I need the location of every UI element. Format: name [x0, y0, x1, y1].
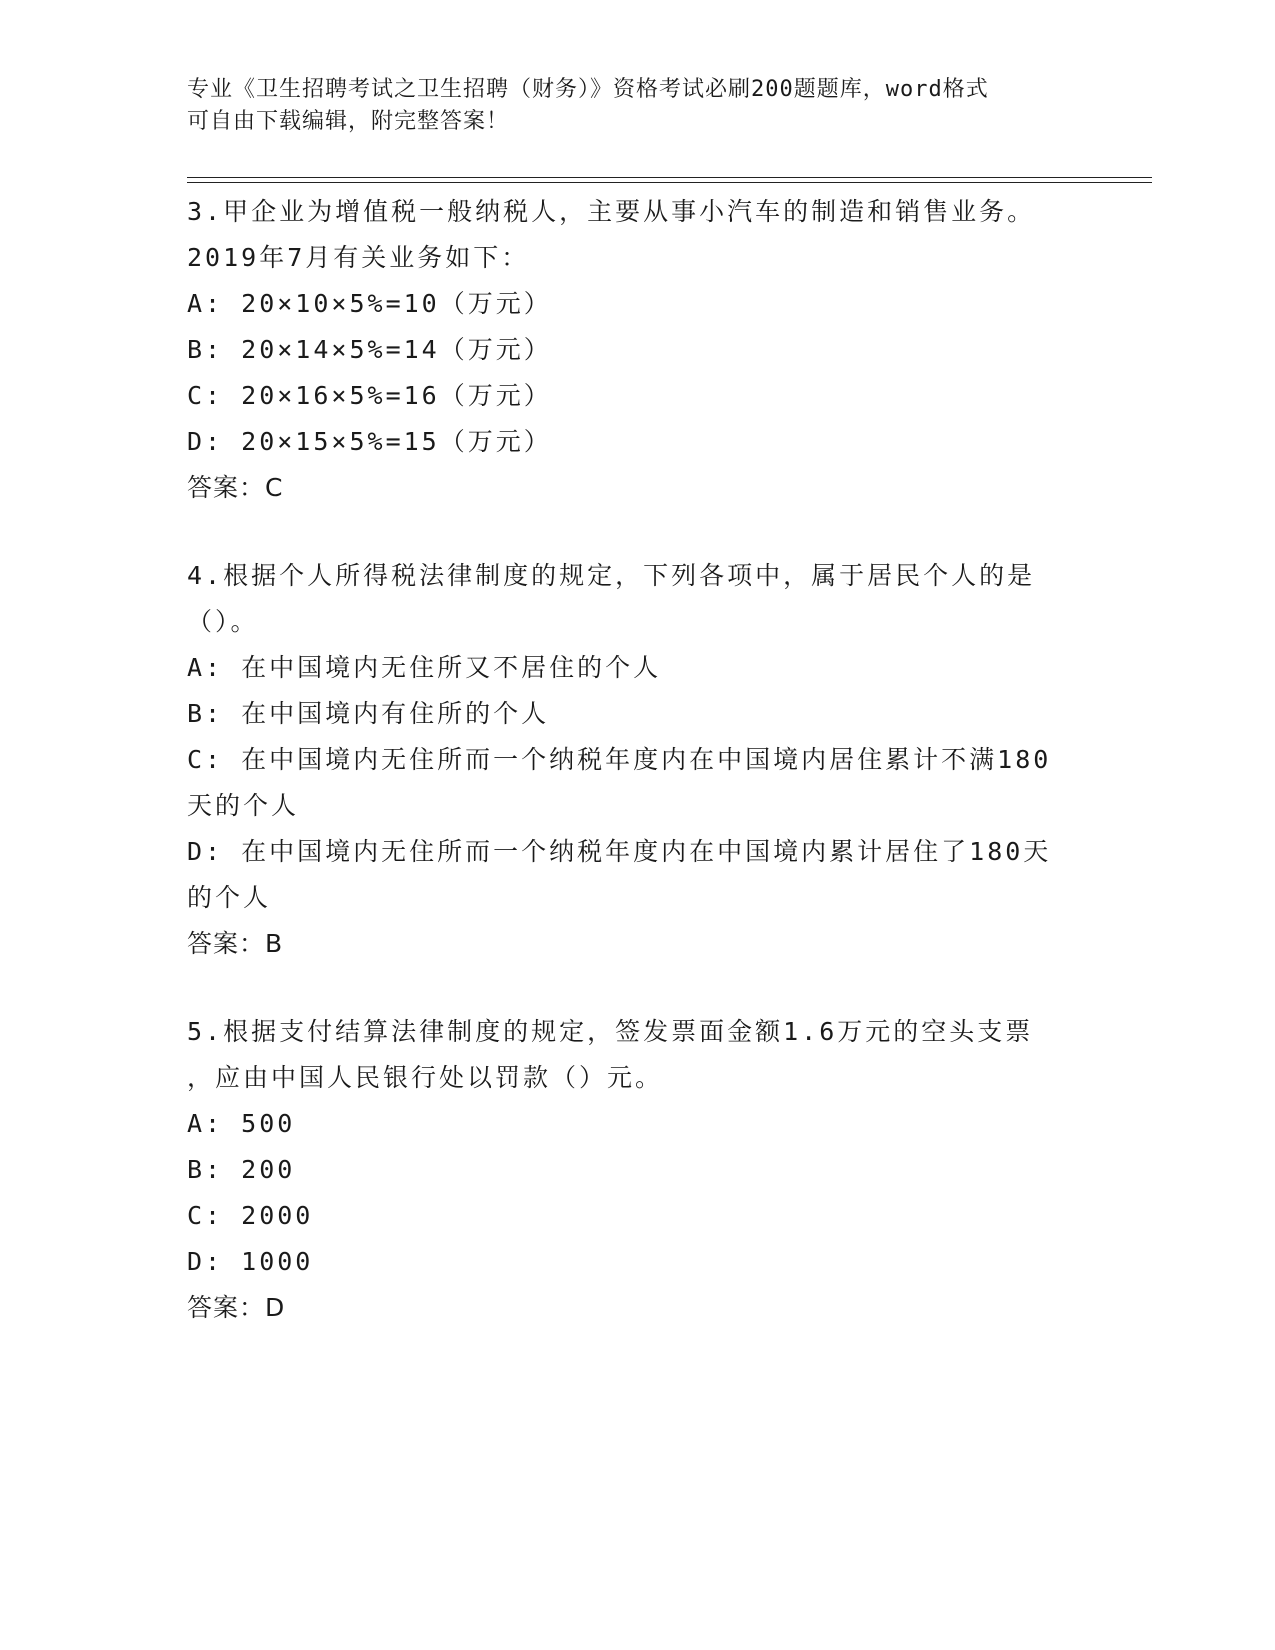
question-stem-line: （）。 — [187, 607, 259, 636]
option-b: B: 20×14×5%=14（万元） — [187, 335, 552, 364]
question-stem-line: 5.根据支付结算法律制度的规定，签发票面金额1.6万元的空头支票 — [187, 1017, 1034, 1046]
option-d: D: 20×15×5%=15（万元） — [187, 427, 552, 456]
question-stem-line: ，应由中国人民银行处以罚款（）元。 — [187, 1063, 664, 1092]
option-c: C: 2000 — [187, 1201, 314, 1230]
option-a: A: 20×10×5%=10（万元） — [187, 289, 552, 318]
option-d-continuation: 的个人 — [187, 883, 272, 912]
answer-line: 答案：C — [187, 473, 284, 502]
header-divider-top — [187, 177, 1152, 178]
question-block — [187, 189, 1087, 511]
answer-line: 答案：B — [187, 929, 284, 958]
question-spacer — [187, 511, 1087, 553]
option-a: A: 500 — [187, 1109, 296, 1138]
option-d: D: 1000 — [187, 1247, 314, 1276]
question-list — [187, 189, 1087, 1331]
document-header — [187, 74, 1067, 138]
option-c-continuation: 天的个人 — [187, 791, 300, 820]
option-b: B: 200 — [187, 1155, 296, 1184]
header-title-line-1: 专业《卫生招聘考试之卫生招聘（财务）》资格考试必刷200题题库，word格式 — [187, 77, 989, 102]
option-c: C: 在中国境内无住所而一个纳税年度内在中国境内居住累计不满180 — [187, 745, 1052, 774]
option-b: B: 在中国境内有住所的个人 — [187, 699, 550, 728]
header-title-line-2: 可自由下载编辑，附完整答案！ — [187, 109, 510, 134]
option-c: C: 20×16×5%=16（万元） — [187, 381, 552, 410]
question-stem-line: 3.甲企业为增值税一般纳税人，主要从事小汽车的制造和销售业务。 — [187, 197, 1036, 226]
question-stem-line: 2019年7月有关业务如下： — [187, 243, 530, 272]
option-d: D: 在中国境内无住所而一个纳税年度内在中国境内累计居住了180天 — [187, 837, 1052, 866]
question-spacer — [187, 967, 1087, 1009]
question-block — [187, 553, 1087, 967]
question-stem-line: 4.根据个人所得税法律制度的规定，下列各项中，属于居民个人的是 — [187, 561, 1036, 590]
header-divider-bottom — [187, 182, 1152, 183]
question-block — [187, 1009, 1087, 1331]
answer-line: 答案：D — [187, 1293, 286, 1322]
option-a: A: 在中国境内无住所又不居住的个人 — [187, 653, 662, 682]
